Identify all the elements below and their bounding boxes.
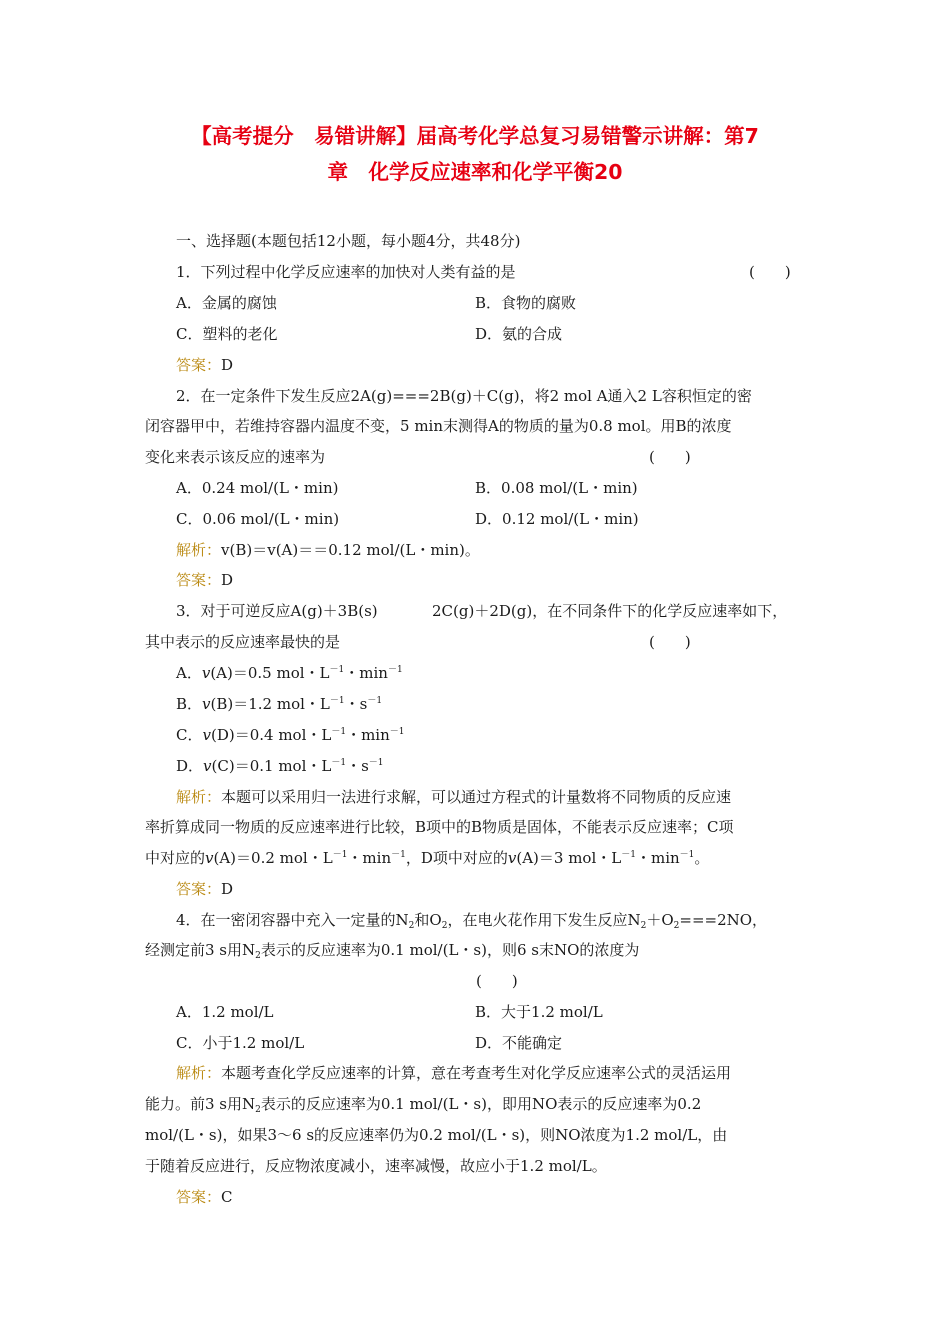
analysis-label: 解析： [176,1064,222,1082]
exponent: －1 [332,850,348,860]
option-letter: A． [176,664,202,682]
q1-option-a: A．金属的腐蚀 [176,294,277,312]
q3-analysis-text-1: 本题可以采用归一法进行求解，可以通过方程式的计量数将不同物质的反应速 [221,788,732,806]
subscript: 2 [255,951,261,961]
answer-label: 答案： [176,1188,222,1206]
exponent: －1 [391,850,406,860]
q1-answer-value: D [221,356,234,374]
q3-stem-line-2: 其中表示的反应速率最快的是 [145,633,341,651]
q4-answer [176,1187,233,1207]
option-text: ・s [344,695,368,713]
option-letter: C． [176,726,203,744]
rate-symbol: v [507,849,517,867]
analysis-text: 能力。前3 s用N [145,1095,256,1113]
answer-label: 答案： [176,356,222,374]
subscript: 2 [408,921,415,931]
q2-option-c: C．0.06 mol/(L・min) [176,510,340,528]
stem-text: ===2NO， [679,911,768,929]
exponent: －1 [387,665,403,675]
q1-option-b: B．食物的腐败 [475,294,577,312]
q3-stem-line-1b: 2C(g)＋2D(g)，在不同条件下的化学反应速率如下， [432,602,788,620]
exponent: －1 [389,727,405,737]
option-text: ・min [346,726,390,744]
exponent: －1 [329,696,345,706]
exponent: －1 [621,850,636,860]
q3-answer-value: D [221,880,234,898]
analysis-text: 中对应的 [145,849,206,867]
stem-text: ＋O [646,911,674,929]
q3-stem-line-1a: 3．对于可逆反应A(g)＋3B(s) [176,602,378,620]
q2-analysis [176,540,480,560]
analysis-label: 解析： [176,541,222,559]
exponent: －1 [368,758,384,768]
rate-symbol: v [205,849,214,867]
stem-text: ，在电火花作用下发生反应N [447,911,641,929]
doc-title-line-1: 【高考提分 易错讲解】届高考化学总复习易错警示讲解：第7 [191,124,759,148]
q3-option-a [176,663,403,683]
stem-text: 经测定前3 s用N [145,941,256,959]
analysis-text: ・min [635,849,680,867]
q1-answer [176,355,233,375]
q3-option-c [176,725,405,745]
exponent: －1 [331,758,347,768]
q2-answer [176,570,233,590]
rate-symbol: v [202,695,211,713]
analysis-text: (A)＝0.2 mol・L [213,849,333,867]
subscript: 2 [640,921,647,931]
q4-analysis-line-4: 于随着反应进行，反应物浓度减小，速率减慢，故应小于1.2 mol/L。 [145,1157,607,1175]
exponent: －1 [329,665,345,675]
q4-option-c: C．小于1.2 mol/L [176,1034,305,1052]
option-text: (B)＝1.2 mol・L [210,695,330,713]
answer-label: 答案： [176,880,222,898]
q4-analysis-line-2 [145,1094,701,1114]
q3-analysis-line-1 [176,787,731,807]
q1-stem: 1．下列过程中化学反应速率的加快对人类有益的是 [176,263,516,281]
option-letter: B． [176,695,203,713]
rate-symbol: v [201,664,211,682]
q4-stem-line-2 [145,940,639,960]
q3-option-b [176,694,382,714]
stem-text: 和O [414,911,442,929]
doc-title-line-2: 章 化学反应速率和化学平衡20 [327,160,623,184]
exponent: －1 [367,696,383,706]
analysis-text: ・min [347,849,392,867]
q3-answer-blank: ( ) [649,633,691,651]
option-text: ・s [346,757,369,775]
q1-answer-blank: ( ) [749,263,791,281]
subscript: 2 [673,921,680,931]
q2-option-a: A．0.24 mol/(L・min) [176,479,339,497]
q2-option-d: D．0.12 mol/(L・min) [475,510,639,528]
analysis-label: 解析： [176,788,222,806]
option-text: (A)＝0.5 mol・L [210,664,330,682]
option-text: (D)＝0.4 mol・L [210,726,332,744]
analysis-text: 表示的反应速率为0.1 mol/(L・s)，即用NO表示的反应速率为0.2 [260,1095,702,1113]
analysis-text: 。 [694,849,710,867]
q3-analysis-line-3 [145,848,709,868]
q4-analysis-line-3: mol/(L・s)，如果3～6 s的反应速率仍为0.2 mol/(L・s)，则NO浓度为1.2 mol/L，由 [145,1126,728,1144]
q2-analysis-text: v(B)＝v(A)＝＝0.12 mol/(L・min)。 [221,541,480,559]
rate-symbol: v [203,757,212,775]
q4-option-a: A．1.2 mol/L [176,1003,274,1021]
q2-answer-blank: ( ) [649,448,691,466]
q3-option-d [176,756,384,776]
option-text: ・min [344,664,388,682]
subscript: 2 [255,1105,261,1115]
q4-answer-blank: ( ) [476,972,518,990]
analysis-text: ，D项中对应的 [405,849,508,867]
q2-stem-line-2: 闭容器甲中，若维持容器内温度不变，5 min末测得A的物质的量为0.8 mol。用B的浓度 [145,417,732,435]
section-heading: 一、选择题(本题包括12小题，每小题4分，共48分) [176,232,521,250]
q2-answer-value: D [221,571,234,589]
q2-option-b: B．0.08 mol/(L・min) [475,479,638,497]
q4-answer-value: C [221,1188,233,1206]
stem-text: 4．在一密闭容器中充入一定量的N [176,911,409,929]
analysis-text: (A)＝3 mol・L [516,849,622,867]
q4-stem-line-1 [176,910,767,930]
q1-option-c: C．塑料的老化 [176,325,278,343]
option-text: (C)＝0.1 mol・L [211,757,332,775]
q3-analysis-line-2: 率折算成同一物质的反应速率进行比较，B项中的B物质是固体，不能表示反应速率；C项 [145,818,734,836]
subscript: 2 [441,921,448,931]
rate-symbol: v [202,726,211,744]
q1-option-d: D．氨的合成 [475,325,563,343]
answer-label: 答案： [176,571,222,589]
q4-option-b: B．大于1.2 mol/L [475,1003,603,1021]
exponent: －1 [331,727,347,737]
q2-stem-line-1: 2．在一定条件下发生反应2A(g)===2B(g)＋C(g)，将2 mol A通入2 L容积恒定的密 [176,387,752,405]
stem-text: 表示的反应速率为0.1 mol/(L・s)，则6 s末NO的浓度为 [260,941,640,959]
q2-stem-line-3: 变化来表示该反应的速率为 [145,448,326,466]
q4-analysis-text-1: 本题考查化学反应速率的计算，意在考查考生对化学反应速率公式的灵活运用 [221,1064,732,1082]
option-letter: D． [176,757,204,775]
q4-option-d: D．不能确定 [475,1034,563,1052]
q3-answer [176,879,233,899]
q4-analysis-line-1 [176,1063,731,1083]
exponent: －1 [679,850,695,860]
